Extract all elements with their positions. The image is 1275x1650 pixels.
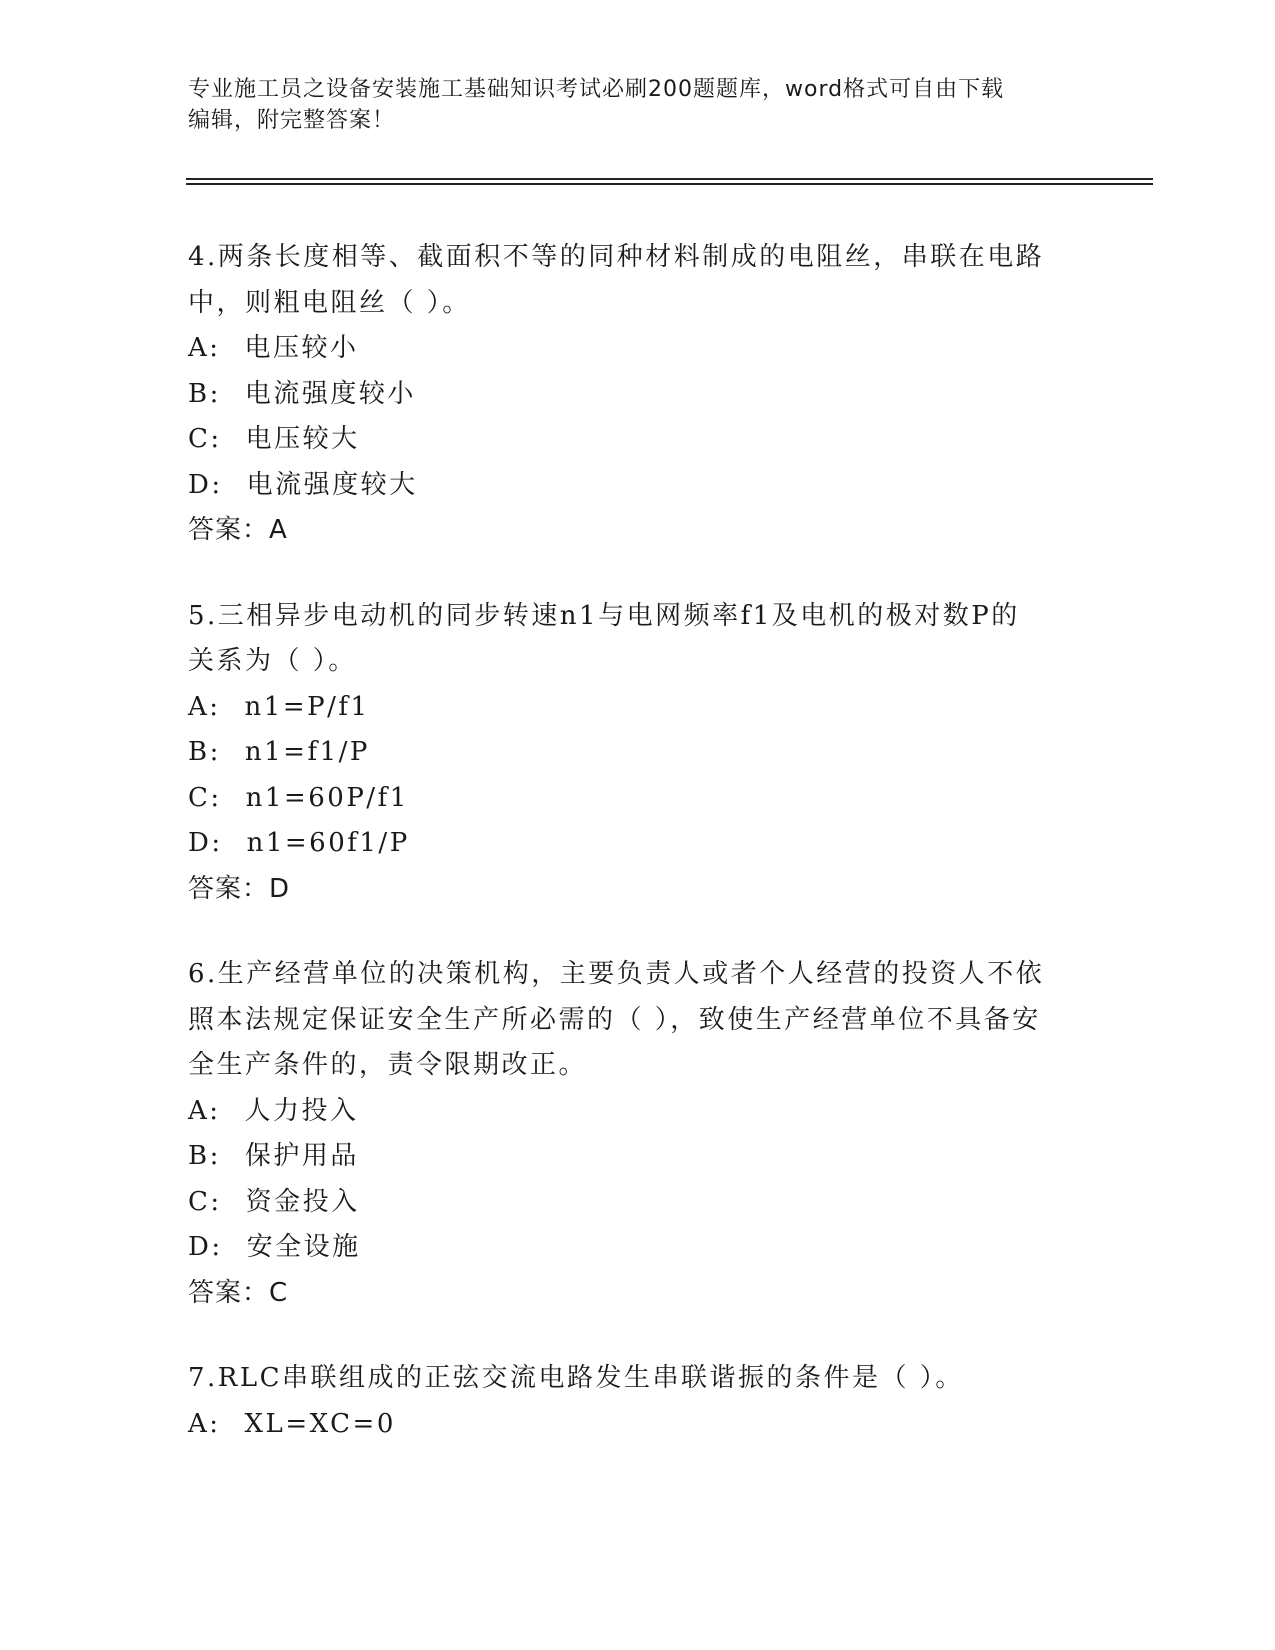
question-stem-line: 6.生产经营单位的决策机构，主要负责人或者个人经营的投资人不依 bbox=[188, 959, 1045, 989]
option-text: 保护用品 bbox=[244, 1141, 359, 1171]
option-text: 电压较小 bbox=[244, 333, 359, 363]
option-a bbox=[188, 1089, 1088, 1135]
option-letter: D: bbox=[188, 469, 223, 500]
answer-line: 答案：A bbox=[188, 515, 288, 545]
option-letter: B: bbox=[188, 378, 221, 409]
question-stem-line: 照本法规定保证安全生产所必需的（ ），致使生产经营单位不具备安 bbox=[188, 1004, 1041, 1035]
option-letter: B: bbox=[188, 1141, 221, 1171]
option-d bbox=[188, 1225, 1088, 1271]
question-list bbox=[188, 235, 1088, 1487]
option-letter: C: bbox=[188, 782, 222, 813]
option-text: 人力投入 bbox=[244, 1095, 359, 1126]
option-text: XL=XC=0 bbox=[244, 1408, 396, 1439]
option-letter: A: bbox=[188, 1095, 221, 1126]
option-c bbox=[188, 1180, 1088, 1226]
answer-line: 答案：D bbox=[188, 873, 291, 904]
option-a bbox=[188, 685, 1088, 731]
option-letter: A: bbox=[188, 1408, 221, 1439]
option-text: n1=60P/f1 bbox=[245, 782, 409, 813]
option-b bbox=[188, 372, 1088, 418]
option-d bbox=[188, 821, 1088, 867]
header-line-1: 专业施工员之设备安装施工基础知识考试必刷200题题库，word格式可自由下载 bbox=[188, 77, 1005, 102]
question-stem-line: 全生产条件的，责令限期改正。 bbox=[188, 1050, 588, 1080]
question-stem-line: 7.RLC串联组成的正弦交流电路发生串联谐振的条件是（ ）。 bbox=[188, 1363, 964, 1393]
option-c bbox=[188, 776, 1088, 822]
question-4 bbox=[188, 235, 1088, 554]
option-a bbox=[188, 1402, 1088, 1448]
option-letter: C: bbox=[188, 424, 222, 454]
option-text: 电压较大 bbox=[245, 424, 360, 454]
option-letter: C: bbox=[188, 1186, 222, 1217]
option-a bbox=[188, 326, 1088, 372]
option-text: n1=60f1/P bbox=[246, 828, 410, 858]
option-b bbox=[188, 1134, 1088, 1180]
header-line-2: 编辑，附完整答案！ bbox=[188, 108, 396, 133]
question-stem-line: 4.两条长度相等、截面积不等的同种材料制成的电阻丝，串联在电路 bbox=[188, 242, 1045, 272]
question-6 bbox=[188, 952, 1088, 1316]
question-5 bbox=[188, 594, 1088, 913]
header-rule-top bbox=[186, 178, 1153, 180]
option-c bbox=[188, 417, 1088, 463]
option-letter: D: bbox=[188, 1232, 223, 1262]
header-rule-bottom bbox=[186, 183, 1153, 185]
option-letter: B: bbox=[188, 737, 221, 767]
option-text: 电流强度较大 bbox=[246, 469, 418, 500]
option-b bbox=[188, 730, 1088, 776]
question-stem-line: 中，则粗电阻丝（ ）。 bbox=[188, 287, 471, 318]
option-letter: D: bbox=[188, 828, 223, 858]
question-stem-line: 5.三相异步电动机的同步转速n1与电网频率f1及电机的极对数P的 bbox=[188, 600, 1020, 631]
document-header bbox=[188, 74, 1068, 136]
option-text: 电流强度较小 bbox=[244, 378, 416, 409]
option-text: n1=f1/P bbox=[244, 737, 370, 767]
option-text: n1=P/f1 bbox=[244, 691, 370, 722]
option-letter: A: bbox=[188, 691, 221, 722]
answer-line: 答案：C bbox=[188, 1277, 289, 1308]
option-text: 资金投入 bbox=[245, 1186, 360, 1217]
option-text: 安全设施 bbox=[246, 1232, 361, 1262]
question-7 bbox=[188, 1356, 1088, 1447]
option-letter: A: bbox=[188, 333, 221, 363]
question-stem-line: 关系为（ ）。 bbox=[188, 646, 357, 676]
option-d bbox=[188, 463, 1088, 509]
